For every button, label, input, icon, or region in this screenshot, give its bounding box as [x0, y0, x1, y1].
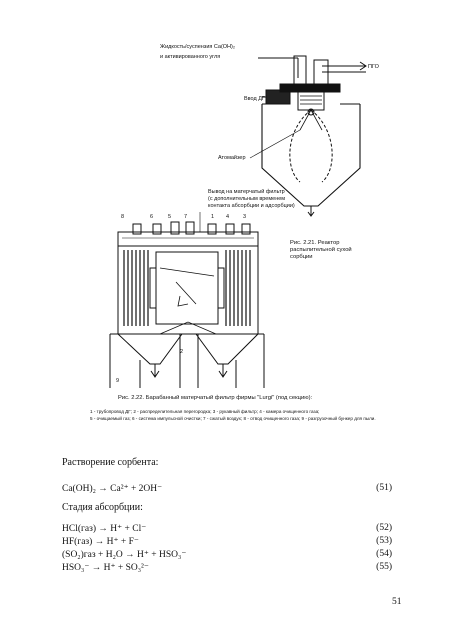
- fig2-casing: [118, 246, 258, 334]
- section-title-absorption: Стадия абсорбции:: [62, 502, 143, 513]
- fig1-to-filter-line1: Вывод на матерчатый фильтр: [208, 189, 285, 195]
- equation-55-number: (55): [376, 562, 392, 572]
- equation-51-number: (51): [376, 483, 392, 493]
- fig1-label-atomizer: Атомайзер: [218, 155, 246, 161]
- equation-53: [62, 536, 392, 548]
- fig1-label-feed-line2: и активированного угля: [160, 54, 221, 60]
- fig2-num-5: 5: [168, 214, 172, 220]
- page-number: 51: [392, 597, 402, 607]
- equation-51: [62, 483, 392, 495]
- fig2-num-8: 8: [121, 214, 125, 220]
- equation-53-number: (53): [376, 536, 392, 546]
- equation-54-number: (54): [376, 549, 392, 559]
- fig1-label-feed-line1: Жидкость/суспензия Ca(OH)₂: [160, 44, 235, 50]
- fig2-bags-left: [124, 250, 148, 326]
- equation-55: [62, 562, 392, 574]
- fig1-caption-line3: сорбции: [290, 254, 313, 260]
- fig1-caption-line2: распылительной сухой: [290, 247, 352, 253]
- fig2-num-7: 7: [184, 214, 188, 220]
- fig2-bags-right: [226, 250, 250, 326]
- equation-52-text: HCl(газ) → H⁺ + Cl⁻: [62, 524, 147, 534]
- equation-54-text: (SO₂)газ + H₂O → H⁺ + HSO₃⁻: [62, 550, 187, 560]
- fig1-label-inlet: Ввод ДГ: [244, 96, 265, 102]
- equation-52: [62, 523, 392, 535]
- fig2-central-duct: [156, 252, 218, 324]
- fig1-label-outlet: ПГО: [368, 64, 379, 70]
- fig2-num-3: 3: [243, 214, 247, 220]
- equation-54: [62, 549, 392, 561]
- fig2-num-4: 4: [226, 214, 230, 220]
- fig1-to-filter-line3: контакта абсорбции и адсорбции): [208, 203, 295, 209]
- equation-51-text: Ca(OH)₂ → Ca²⁺ + 2OH⁻: [62, 484, 163, 494]
- fig2-hopper-left: [118, 334, 182, 364]
- fig1-to-filter-line2: (с дополнительным временем: [208, 196, 286, 202]
- fig2-num-6: 6: [150, 214, 154, 220]
- equation-52-number: (52): [376, 523, 392, 533]
- fig2-legend: [90, 409, 380, 422]
- fig1-caption-line1: Рис. 2.21. Реактор: [290, 240, 340, 246]
- fig2-legend-line2: 5 - очищаемый газ; 6 - система импульсной очистки; 7 - сжатый воздух; 8 - отвод очищенного газа; 9 - разгрузочный бункер для пыли.: [90, 415, 376, 421]
- fig2-num-1: 1: [211, 214, 215, 220]
- fig2-legend-line1: 1 - трубопровод ДГ; 2 - распределительная перегородка; 3 - рукавный фильтр; 4 - камера очищенного газа;: [90, 409, 320, 414]
- fig2-num-2: 2: [180, 349, 184, 355]
- equation-55-text: HSO₃⁻ → H⁺ + SO₃²⁻: [62, 563, 149, 573]
- equation-53-text: HF(газ) → H⁺ + F⁻: [62, 537, 139, 547]
- fig2-num-9: 9: [116, 378, 120, 384]
- section-title-dissolution: Растворение сорбента:: [62, 457, 159, 468]
- fig2-hopper-right: [196, 334, 258, 364]
- fig2-caption: Рис. 2.22. Барабанный матерчатый фильтр фирмы "Lurgi" (под секцию):: [118, 395, 313, 401]
